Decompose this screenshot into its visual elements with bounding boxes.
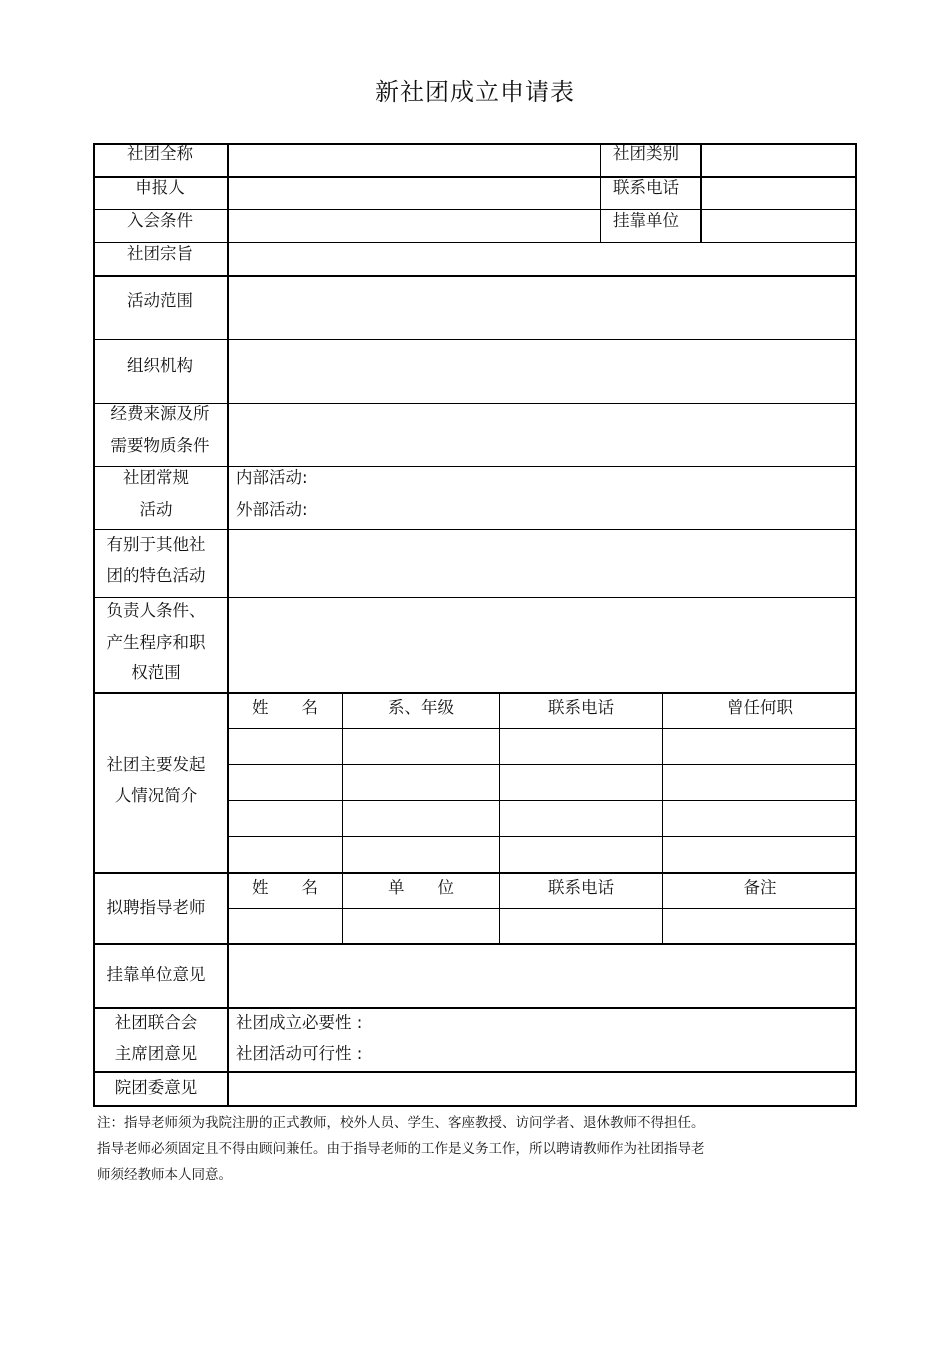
label-applicant: 申报人 [135,178,185,197]
label-federation-line-2: 主席团意见 [114,1044,198,1063]
row-divider [228,908,857,909]
activity-scope-field[interactable] [228,275,857,339]
column-divider [499,692,500,943]
founders-header-department: 系、年级 [388,698,454,717]
label-contact-phone: 联系电话 [613,178,679,197]
label-club-full-name: 社团全称 [127,144,193,163]
row-divider [228,728,857,729]
label-routine-activity-line-2: 活动 [139,500,173,519]
advisors-header-unit: 单 位 [388,878,454,897]
label-affiliated-unit-opinion: 挂靠单位意见 [106,965,206,984]
applicant-field[interactable] [228,176,600,209]
label-leader-line-3: 权范围 [131,663,181,682]
label-routine-activity-line-1: 社团常规 [123,468,189,487]
label-funding-line-1: 经费来源及所 [110,404,210,423]
affiliated-unit-field[interactable] [701,209,857,242]
advisors-header-name: 姓 名 [252,878,318,897]
label-club-category: 社团类别 [613,144,679,163]
label-advisor: 拟聘指导老师 [106,898,206,917]
row-divider [228,836,857,837]
column-divider [600,143,601,242]
label-internal-activity: 内部活动: [236,468,308,487]
founders-header-name: 姓 名 [252,698,318,717]
founders-header-former-post: 曾任何职 [727,698,793,717]
club-category-field[interactable] [701,143,857,176]
advisors-header-remarks: 备注 [743,878,777,897]
label-external-activity: 外部活动: [236,500,308,519]
form-title: 新社团成立申请表 [375,78,575,106]
label-activity-scope: 活动范围 [127,291,193,310]
club-purpose-field[interactable] [228,242,857,275]
label-special-activity-line-2: 团的特色活动 [106,566,206,585]
label-federation-line-1: 社团联合会 [114,1013,198,1032]
contact-phone-field[interactable] [701,176,857,209]
label-special-activity-line-1: 有别于其他社 [106,535,206,554]
footnote-line-1: 注：指导老师须为我院注册的正式教师，校外人员、学生、客座教授、访问学者、退休教师不得担任。 [97,1115,705,1131]
label-youth-league-opinion: 院团委意见 [114,1078,198,1097]
funding-field[interactable] [228,403,857,466]
label-founders-line-1: 社团主要发起 [106,755,206,774]
label-organization: 组织机构 [127,356,193,375]
label-club-purpose: 社团宗旨 [127,244,193,263]
advisors-header-phone: 联系电话 [548,878,614,897]
label-leader-line-2: 产生程序和职 [106,633,206,652]
column-divider [662,692,663,943]
label-affiliated-unit: 挂靠单位 [613,211,679,230]
label-necessity: 社团成立必要性 : [236,1013,363,1032]
affiliated-unit-opinion-field[interactable] [228,943,857,1007]
row-divider [228,800,857,801]
leader-field[interactable] [228,597,857,692]
membership-conditions-field[interactable] [228,209,600,242]
special-activity-field[interactable] [228,529,857,597]
column-divider [342,692,343,943]
footnote-line-2: 指导老师必须固定且不得由顾问兼任。由于指导老师的工作是义务工作，所以聘请教师作为社团指导老 [97,1141,705,1157]
organization-field[interactable] [228,339,857,403]
label-feasibility: 社团活动可行性 : [236,1044,363,1063]
label-founders-line-2: 人情况简介 [114,786,198,805]
youth-league-opinion-field[interactable] [228,1071,857,1107]
label-funding-line-2: 需要物质条件 [110,436,210,455]
label-leader-line-1: 负责人条件、 [106,601,206,620]
founders-header-phone: 联系电话 [548,698,614,717]
row-divider [228,764,857,765]
club-full-name-field[interactable] [228,143,600,176]
footnote-line-3: 师须经教师本人同意。 [97,1167,232,1183]
label-membership-conditions: 入会条件 [127,211,193,230]
